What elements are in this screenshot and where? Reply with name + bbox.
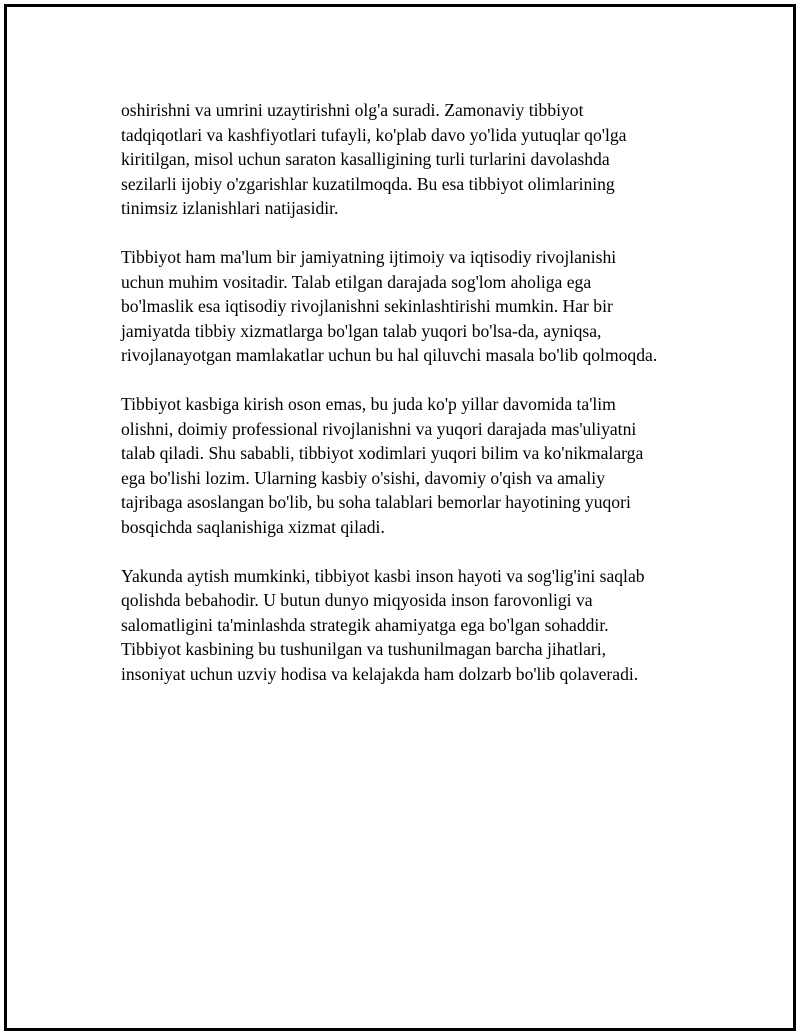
paragraph-4: Yakunda aytish mumkinki, tibbiyot kasbi inson hayoti va sog'lig'ini saqlab qolishda bebahodir. U butun dunyo miqyosida inson farovonligi va salomatligini ta'minlashda strategik ahamiyatga ega bo'lgan sohaddir. Tibbiyot kasbining bu tushunilgan va tushunilmagan barcha jihatlari, insoniyat uchun uzviy hodisa va kelajakda ham dolzarb bo'lib qolaveradi. [121,565,645,684]
page-frame [4,4,796,1031]
paragraph-3: Tibbiyot kasbiga kirish oson emas, bu juda ko'p yillar davomida ta'lim olishni, doimiy professional rivojlanishni va yuqori darajada mas'uliyatni talab qiladi. Shu sababli, tibbiyot xodimlari yuqori bilim va ko'nikmalarga ega bo'lishi lozim. Ularning kasbiy o'sishi, davomiy o'qish va amaliy tajribaga asoslangan bo'lib, bu soha talablari bemorlar hayotining yuqori bosqichda saqlanishiga xizmat qiladi. [121,394,644,537]
document-body [121,98,701,711]
paragraph-2: Tibbiyot ham ma'lum bir jamiyatning ijtimoiy va iqtisodiy rivojlanishi uchun muhim vositadir. Talab etilgan darajada sog'lom aholiga ega bo'lmaslik esa iqtisodiy rivojlanishni sekinlashtirishi mumkin. Har bir jamiyatda tibbiy xizmatlarga bo'lgan talab yuqori bo'lsa-da, ayniqsa, rivojlanayotgan mamlakatlar uchun bu hal qiluvchi masala bo'lib qolmoqda. [121,247,658,365]
paragraph-1: oshirishni va umrini uzaytirishni olg'a suradi. Zamonaviy tibbiyot tadqiqotlari va kashfiyotlari tufayli, ko'plab davo yo'lida yutuqlar qo'lga kiritilgan, misol uchun saraton kasalligining turli turlarini davolashda sezilarli ijobiy o'zgarishlar kuzatilmoqda. Bu esa tibbiyot olimlarining tinimsiz izlanishlari natijasidir. [121,100,627,218]
